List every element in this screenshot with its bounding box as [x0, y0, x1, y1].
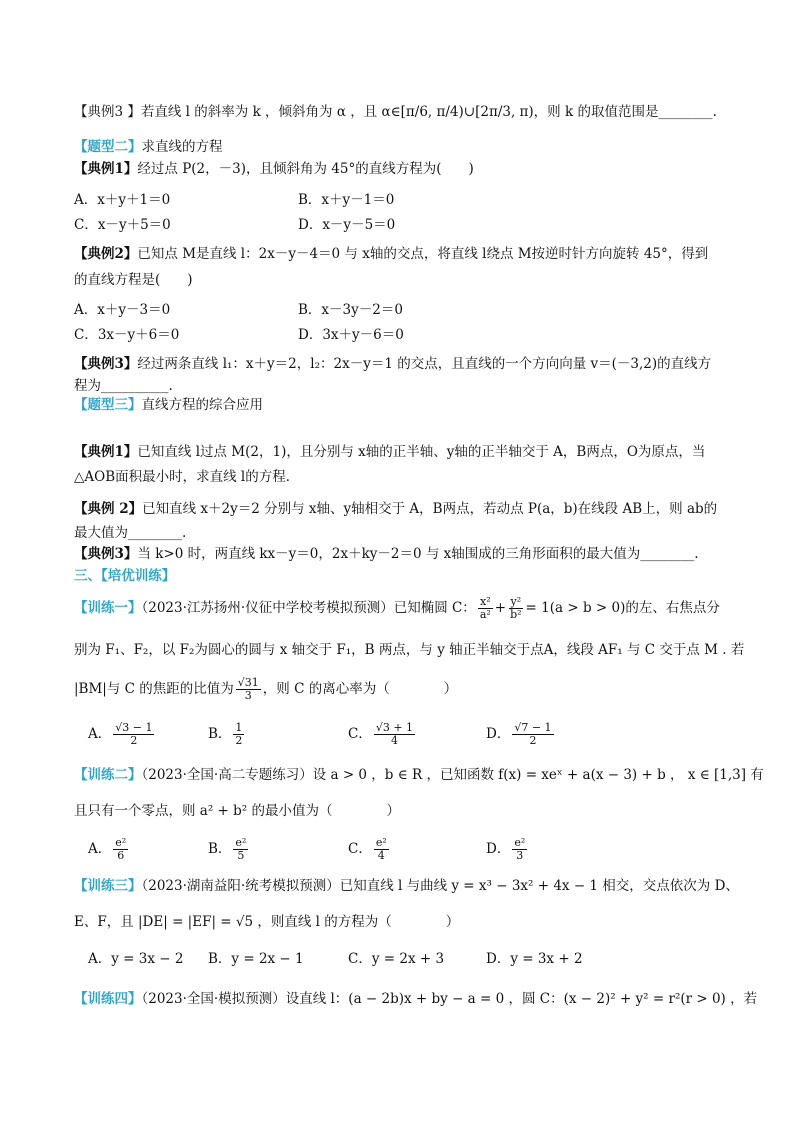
tr3-option-b: B．y = 2x − 1 — [208, 951, 304, 967]
ellipse-rest: = 1(a > b > 0) — [525, 600, 626, 616]
tr1-line1: 【训练一】（2023·江苏扬州·仪征中学校考模拟预测）已知椭圆 C： $\frac{\text{x²}}{\text{a²}}$ + $\frac{\text{y²}}{\text{b²}}$ = 1(a > b > 0)的左、右焦点分 — [74, 595, 720, 621]
e31-tag: 【典例1】 — [74, 444, 138, 460]
e33-text: 当 k>0 时，两直线 kx－y＝0，2x＋ky－2＝0 与 x轴围成的三角形面积的最大值为________. — [137, 546, 699, 562]
e22-question-line2: 的直线方程是( ) — [74, 272, 193, 288]
type-3-title: 直线方程的综合应用 — [141, 397, 263, 413]
e21-text: 经过点 P(2，－3)，且倾斜角为 45°的直线方程为( ) — [137, 161, 474, 177]
tr3-line1 — [74, 877, 739, 895]
e22-tag: 【典例2】 — [74, 246, 138, 262]
tr3-text1: （2023·湖南益阳·统考模拟预测）已知直线 l 与曲线 y = x³ − 3x² + 4x − 1 相交，交点依次为 D、 — [141, 878, 739, 894]
ellipse-x-frac: $\frac{\text{x²}}{\text{a²}}$ — [479, 595, 491, 621]
tr3-tag: 【训练三】 — [74, 878, 142, 894]
tr2-tag: 【训练二】 — [74, 767, 142, 783]
e21-question — [74, 160, 474, 178]
type-2-title: 求直线的方程 — [141, 139, 223, 155]
type-2-heading — [74, 138, 223, 156]
tr1-text3b: ，则 C 的离心率为（ ） — [262, 681, 458, 697]
e32-question-line2: 最大值为________. — [74, 525, 187, 541]
e32-text1: 已知直线 x＋2y＝2 分别与 x轴、y轴相交于 A，B两点，若动点 P(a，b)在线段 AB上，则 ab的 — [142, 501, 718, 517]
tr2-option-b: B． $\frac{\text{e²}}{5}$ — [208, 836, 247, 862]
tr2-option-a: A． $\frac{\text{e²}}{6}$ — [88, 836, 127, 862]
tr1-line3 — [74, 677, 457, 702]
ellipse-y-frac: $\frac{\text{y²}}{\text{b²}}$ — [510, 595, 522, 621]
section-3-title: 三、【培优训练】 — [74, 568, 176, 584]
tr2-text1a: （2023·全国·高二专题练习）设 a > 0 ，b ∈ R ，已知函数 f(x) = xeˣ + a(x − 3) + b ， x ∈ [1,3] 有 — [141, 767, 764, 783]
tr3-option-d: D．y = 3x + 2 — [486, 951, 583, 967]
e23-question-line1 — [74, 355, 711, 373]
e33-tag: 【典例3】 — [74, 546, 138, 562]
e21-option-a: A．x＋y＋1＝0 — [74, 192, 171, 208]
example-3-text: 【典例3 】若直线 l 的斜率为 k ，倾斜角为 α ，且 α∈[π/6, π/4)∪[2π/3, π)，则 k 的取值范围是________. — [74, 104, 717, 120]
tr4-tag: 【训练四】 — [74, 991, 142, 1007]
tr1-line2: 别为 F₁、F₂，以 F₂为圆心的圆与 x 轴交于 F₁，B 两点，与 y 轴正半轴交于点A，线段 AF₁ 与 C 交于点 M . 若 — [74, 642, 745, 658]
tr1-option-c: C． $\frac{√3 + 1}{4}$ — [348, 721, 414, 747]
e23-question-line2: 程为__________. — [74, 378, 173, 394]
type-2-tag: 【题型二】 — [74, 139, 142, 155]
tr3-option-a: A．y = 3x − 2 — [88, 951, 184, 967]
e31-text1: 已知直线 l过点 M(2，1)，且分别与 x轴的正半轴、y轴的正半轴交于 A，B两点，O为原点，当 — [137, 444, 706, 460]
e31-question-line2: △AOB面积最小时，求直线 l的方程． — [74, 469, 300, 485]
e21-option-c: C．x－y＋5＝0 — [74, 217, 171, 233]
e33-question — [74, 545, 699, 563]
tr1-text1a: （2023·江苏扬州·仪征中学校考模拟预测）已知椭圆 C： — [141, 600, 476, 616]
e21-tag: 【典例1】 — [74, 161, 138, 177]
type-3-heading — [74, 396, 263, 414]
ratio-frac: $\frac{√31}{3}$ — [237, 676, 259, 702]
type-3-tag: 【题型三】 — [74, 397, 142, 413]
tr2-line1 — [74, 766, 764, 784]
e23-tag: 【典例3】 — [74, 356, 138, 372]
e21-option-b: B．x＋y－1＝0 — [298, 192, 395, 208]
tr3-line2: E、F，且 |DE| = |EF| = √5 ，则直线 l 的方程为（ ） — [74, 914, 460, 930]
tr2-option-d: D． $\frac{\text{e²}}{3}$ — [486, 836, 526, 862]
tr1-tag: 【训练一】 — [74, 600, 142, 616]
e22-option-c: C．3x－y＋6＝0 — [74, 327, 180, 343]
tr2-line2: 且只有一个零点，则 a² + b² 的最小值为（ ） — [74, 803, 400, 819]
tr1-option-a: A． $\frac{√3 - 1}{2}$ — [88, 721, 153, 747]
tr1-option-d: D． $\frac{√7 - 1}{2}$ — [486, 721, 552, 747]
e22-text1: 已知点 M是直线 l：2x－y－4＝0 与 x轴的交点，将直线 l绕点 M按逆时针方向旋转 45°，得到 — [137, 246, 709, 262]
e23-text1: 经过两条直线 l₁：x＋y＝2，l₂：2x－y＝1 的交点，且直线的一个方向向量 v＝(－3,2)的直线方 — [137, 356, 712, 372]
e31-question-line1 — [74, 443, 705, 461]
e21-option-d: D．x－y－5＝0 — [298, 217, 396, 233]
e32-tag: 【典例 2】 — [74, 501, 143, 517]
e22-option-b: B．x－3y－2＝0 — [298, 302, 403, 318]
e22-option-d: D．3x＋y－6＝0 — [298, 327, 404, 343]
example-3-slope-range — [74, 103, 717, 121]
e22-question-line1 — [74, 245, 708, 263]
tr4-line1 — [74, 990, 757, 1008]
e22-option-a: A．x＋y－3＝0 — [74, 302, 171, 318]
tr1-text3a: |BM|与 C 的焦距的比值为 — [74, 681, 234, 697]
tr1-option-b: B． $\frac{1}{2}$ — [208, 721, 243, 747]
tr3-option-c: C．y = 2x + 3 — [348, 951, 445, 967]
tr2-option-c: C． $\frac{\text{e²}}{4}$ — [348, 836, 387, 862]
e32-question-line1 — [74, 500, 717, 518]
tr4-text: （2023·全国·模拟预测）设直线 l：(a − 2b)x + by − a = 0 ，圆 C：(x − 2)² + y² = r²(r > 0) ，若 — [141, 991, 758, 1007]
tr1-text1b: 的左、右焦点分 — [625, 600, 720, 616]
